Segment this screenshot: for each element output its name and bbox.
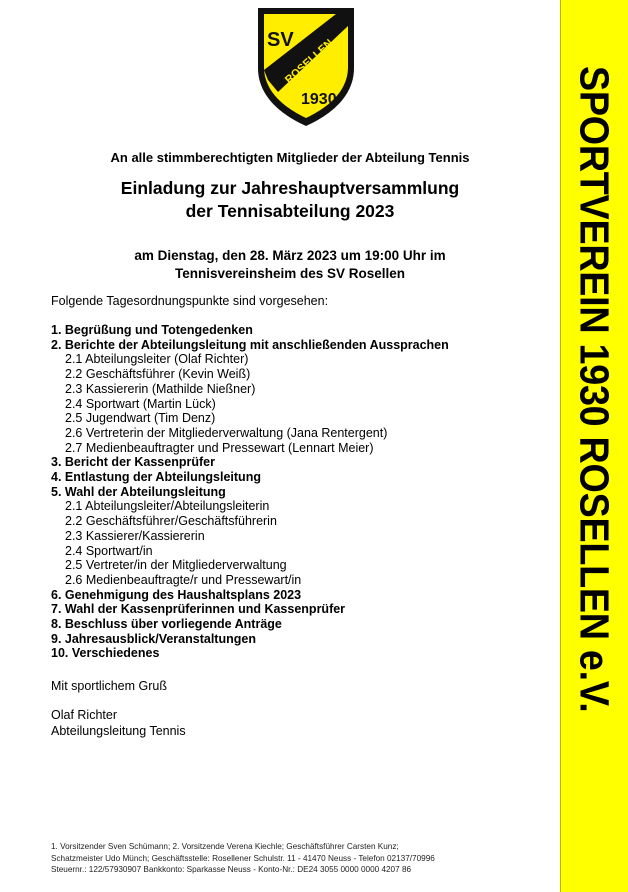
agenda-item: 9. Jahresausblick/Veranstaltungen — [51, 631, 256, 646]
logo-band-text: ROSELLEN — [282, 37, 336, 87]
agenda-subitem: 2.5 Vertreter/in der Mitgliederverwaltung — [65, 558, 287, 573]
title-line: Einladung zur Jahreshauptversammlung — [120, 178, 460, 198]
footer-line: 1. Vorsitzender Sven Schümann; 2. Vorsitzende Verena Kiechle; Geschäftsführer Carsten Kunz; — [51, 842, 399, 851]
agenda-item: 8. Beschluss über vorliegende Anträge — [51, 617, 282, 632]
agenda-item: 5. Wahl der Abteilungsleitung — [51, 484, 226, 499]
when-line: am Dienstag, den 28. März 2023 um 19:00 Uhr im — [134, 248, 446, 263]
signature-role: Abteilungsleitung Tennis — [51, 723, 186, 738]
title-line: der Tennisabteilung 2023 — [185, 201, 395, 221]
footer — [51, 841, 435, 876]
when-line: Tennisvereinsheim des SV Rosellen — [174, 266, 406, 281]
agenda-item: 10. Verschiedenes — [51, 646, 160, 661]
agenda-subitem: 2.3 Kassiererin (Mathilde Nießner) — [65, 381, 256, 396]
logo-sv-text: SV — [267, 29, 294, 51]
agenda-item: 7. Wahl der Kassenprüferinnen und Kassenprüfer — [51, 602, 346, 617]
agenda-subitem: 2.7 Medienbeauftragter und Pressewart (Lennart Meier) — [65, 440, 374, 455]
logo-year-text: 1930 — [301, 91, 337, 108]
agenda-list — [51, 323, 449, 661]
footer-line: Schatzmeister Udo Münch; Geschäftsstelle: Rosellener Schulstr. 11 - 41470 Neuss - Telefon 02137/70996 — [51, 853, 435, 863]
signature-block — [51, 708, 186, 739]
agenda-subitem: 2.3 Kassierer/Kassiererin — [65, 528, 205, 543]
agenda-subitem: 2.2 Geschäftsführer/Geschäftsführerin — [65, 514, 277, 529]
invitation-title — [40, 177, 540, 223]
signature-name: Olaf Richter — [51, 708, 117, 722]
closing-greeting: Mit sportlichem Gruß — [51, 679, 167, 693]
agenda-subitem: 2.4 Sportwart/in — [65, 543, 153, 558]
footer-line: Steuernr.: 122/57930907 Bankkonto: Sparkasse Neuss - Konto-Nr.: DE24 3055 0000 0000 4207 86 — [51, 865, 412, 874]
agenda-subitem: 2.1 Abteilungsleiter (Olaf Richter) — [65, 352, 249, 367]
club-logo — [256, 6, 356, 128]
agenda-item: 1. Begrüßung und Totengedenken — [51, 323, 253, 337]
agenda-subitem: 2.1 Abteilungsleiter/Abteilungsleiterin — [65, 499, 270, 514]
agenda-subitem: 2.6 Vertreterin der Mitgliederverwaltung (Jana Rentergent) — [65, 425, 388, 440]
agenda-subitem: 2.6 Medienbeauftragte/r und Pressewart/in — [65, 572, 302, 587]
addressee: An alle stimmberechtigten Mitglieder der Abteilung Tennis — [110, 150, 470, 165]
agenda-subitem: 2.5 Jugendwart (Tim Denz) — [65, 411, 216, 426]
side-band-text: SPORTVEREIN 1930 ROSELLEN e.V. — [571, 66, 618, 713]
agenda-item: 3. Bericht der Kassenprüfer — [51, 455, 215, 470]
shield-crest-icon — [256, 6, 356, 128]
agenda-item: 6. Genehmigung des Haushaltsplans 2023 — [51, 587, 302, 602]
agenda-item: 4. Entlastung der Abteilungsleitung — [51, 470, 261, 485]
meeting-date-location — [40, 247, 540, 283]
agenda-subitem: 2.4 Sportwart (Martin Lück) — [65, 396, 216, 411]
agenda-intro: Folgende Tagesordnungspunkte sind vorgesehen: — [51, 294, 329, 308]
agenda-item: 2. Berichte der Abteilungsleitung mit anschließenden Aussprachen — [51, 337, 449, 352]
agenda-subitem: 2.2 Geschäftsführer (Kevin Weiß) — [65, 367, 251, 382]
